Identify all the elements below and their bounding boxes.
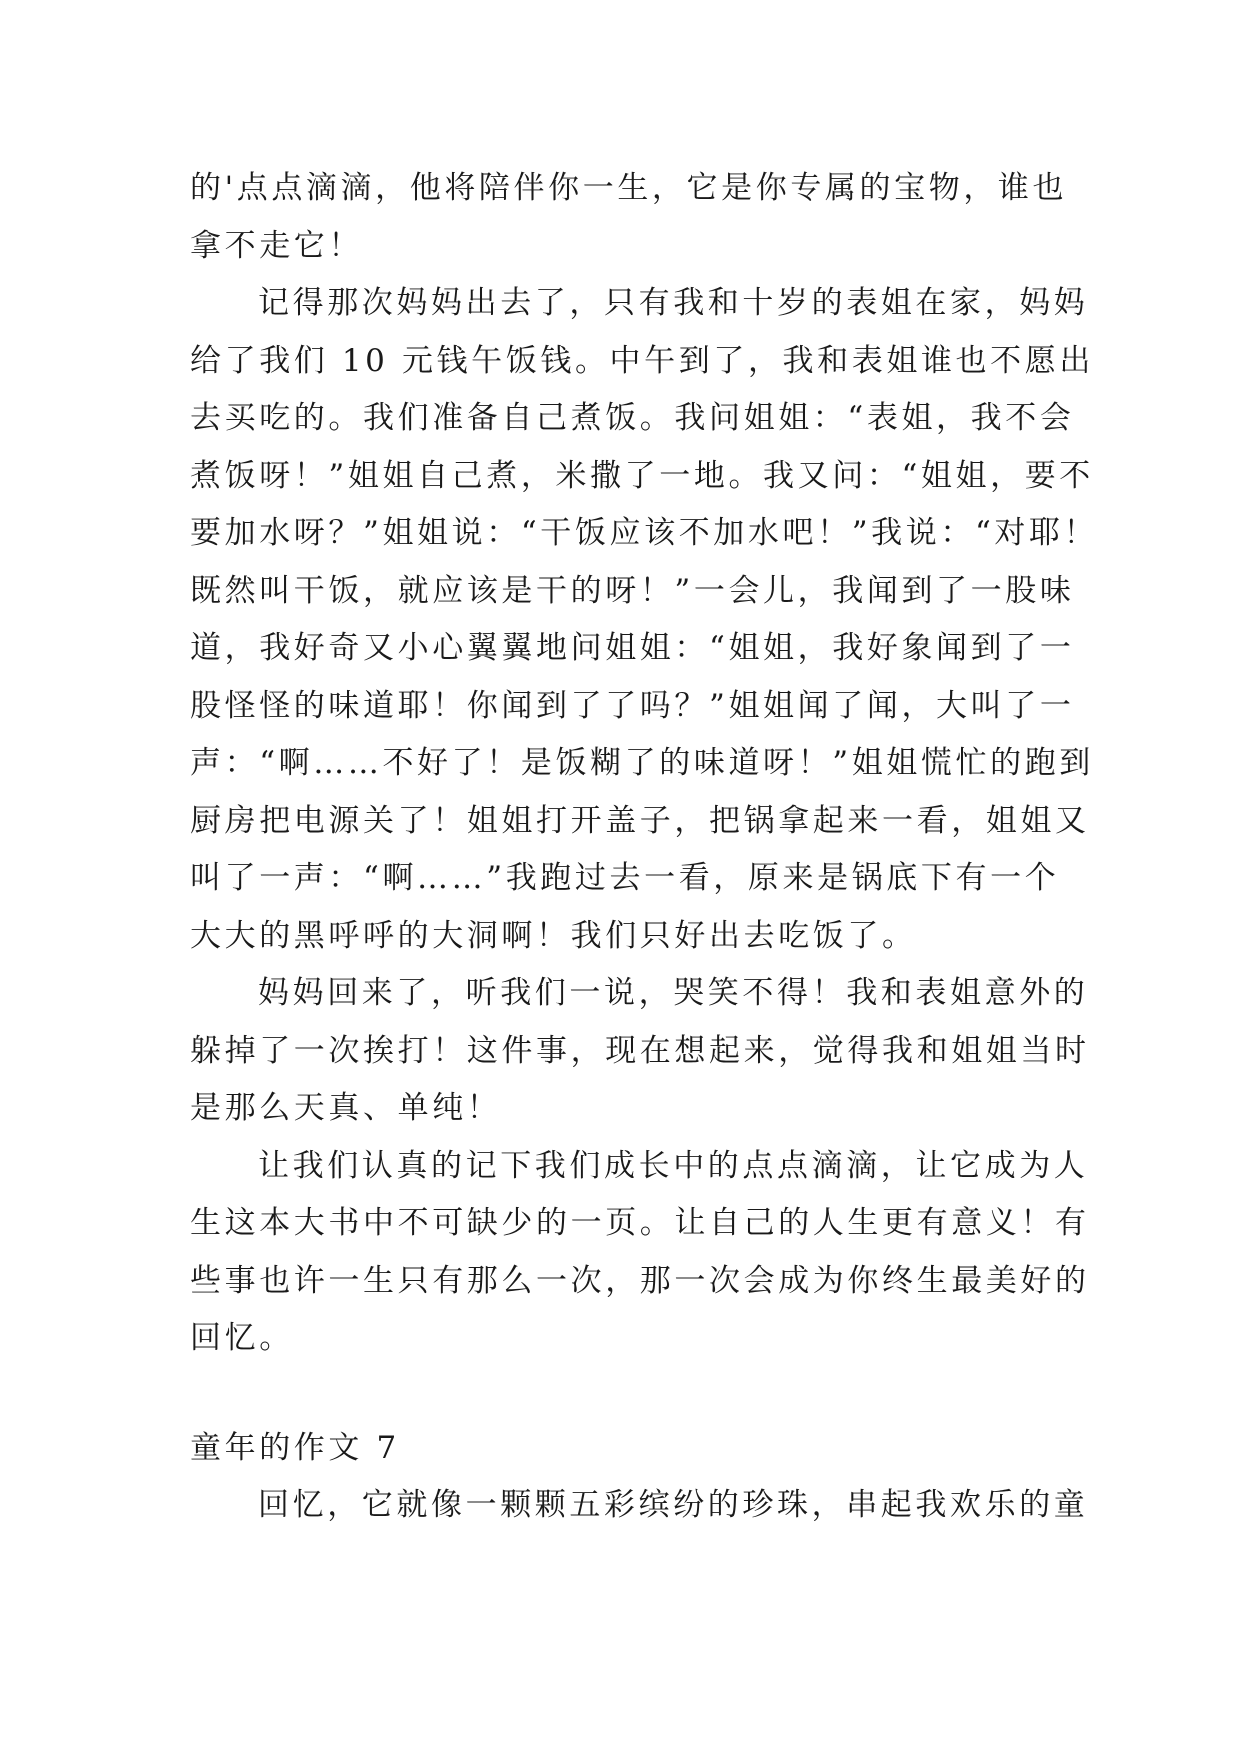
text-line: 拿不走它！ xyxy=(190,227,363,264)
text-line: 去买吃的。我们准备自己煮饭。我问姐姐：“表姐，我不会 xyxy=(190,400,1075,436)
paragraph xyxy=(190,160,1068,275)
document-body xyxy=(190,160,1099,1535)
text-line: 既然叫干饭，就应该是干的呀！”一会儿，我闻到了一股味 xyxy=(190,572,1075,609)
text-line: 煮饭呀！”姐姐自己煮，米撒了一地。我又问：“姐姐，要不 xyxy=(190,457,1094,494)
text-line: 的'点点滴滴，他将陪伴你一生，它是你专属的宝物，谁也 xyxy=(190,170,1068,206)
text-line: 厨房把电源关了！姐姐打开盖子，把锅拿起来一看，姐姐又 xyxy=(190,802,1090,839)
text-line: 记得那次妈妈出去了，只有我和十岁的表姐在家，妈妈 xyxy=(258,285,1089,321)
text-line: 躲掉了一次挨打！这件事，现在想起来，觉得我和姐姐当时 xyxy=(190,1032,1090,1069)
text-line: 回忆。 xyxy=(190,1320,294,1356)
text-line: 给了我们 10 元钱午饭钱。中午到了，我和表姐谁也不愿出 xyxy=(190,342,1094,379)
text-line: 要加水呀？”姐姐说：“干饭应该不加水吧！”我说：“对耶！ xyxy=(190,515,1099,551)
text-line: 妈妈回来了，听我们一说，哭笑不得！我和表姐意外的 xyxy=(258,975,1089,1011)
section-heading: 童年的作文 7 xyxy=(190,1429,400,1466)
text-line: 些事也许一生只有那么一次，那一次会成为你终生最美好的 xyxy=(190,1262,1090,1299)
paragraph xyxy=(190,1138,1090,1368)
text-line: 是那么天真、单纯！ xyxy=(190,1090,502,1126)
text-line: 声：“啊……不好了！是饭糊了的味道呀！”姐姐慌忙的跑到 xyxy=(190,745,1094,781)
text-line: 大大的黑呼呼的大洞啊！我们只好出去吃饭了。 xyxy=(190,917,917,954)
text-line: 回忆，它就像一颗颗五彩缤纷的珍珠，串起我欢乐的童 xyxy=(258,1487,1089,1523)
paragraph xyxy=(190,1477,1089,1535)
text-line: 股怪怪的味道耶！你闻到了了吗？”姐姐闻了闻，大叫了一 xyxy=(190,687,1075,724)
paragraph xyxy=(190,275,1099,965)
text-line: 让我们认真的记下我们成长中的点点滴滴，让它成为人 xyxy=(258,1147,1089,1184)
text-line: 道，我好奇又小心翼翼地问姐姐：“姐姐，我好象闻到了一 xyxy=(190,630,1075,666)
text-line: 生这本大书中不可缺少的一页。让自己的人生更有意义！有 xyxy=(190,1205,1090,1241)
paragraph xyxy=(190,965,1090,1138)
text-line: 叫了一声：“啊……”我跑过去一看，原来是锅底下有一个 xyxy=(190,860,1060,896)
